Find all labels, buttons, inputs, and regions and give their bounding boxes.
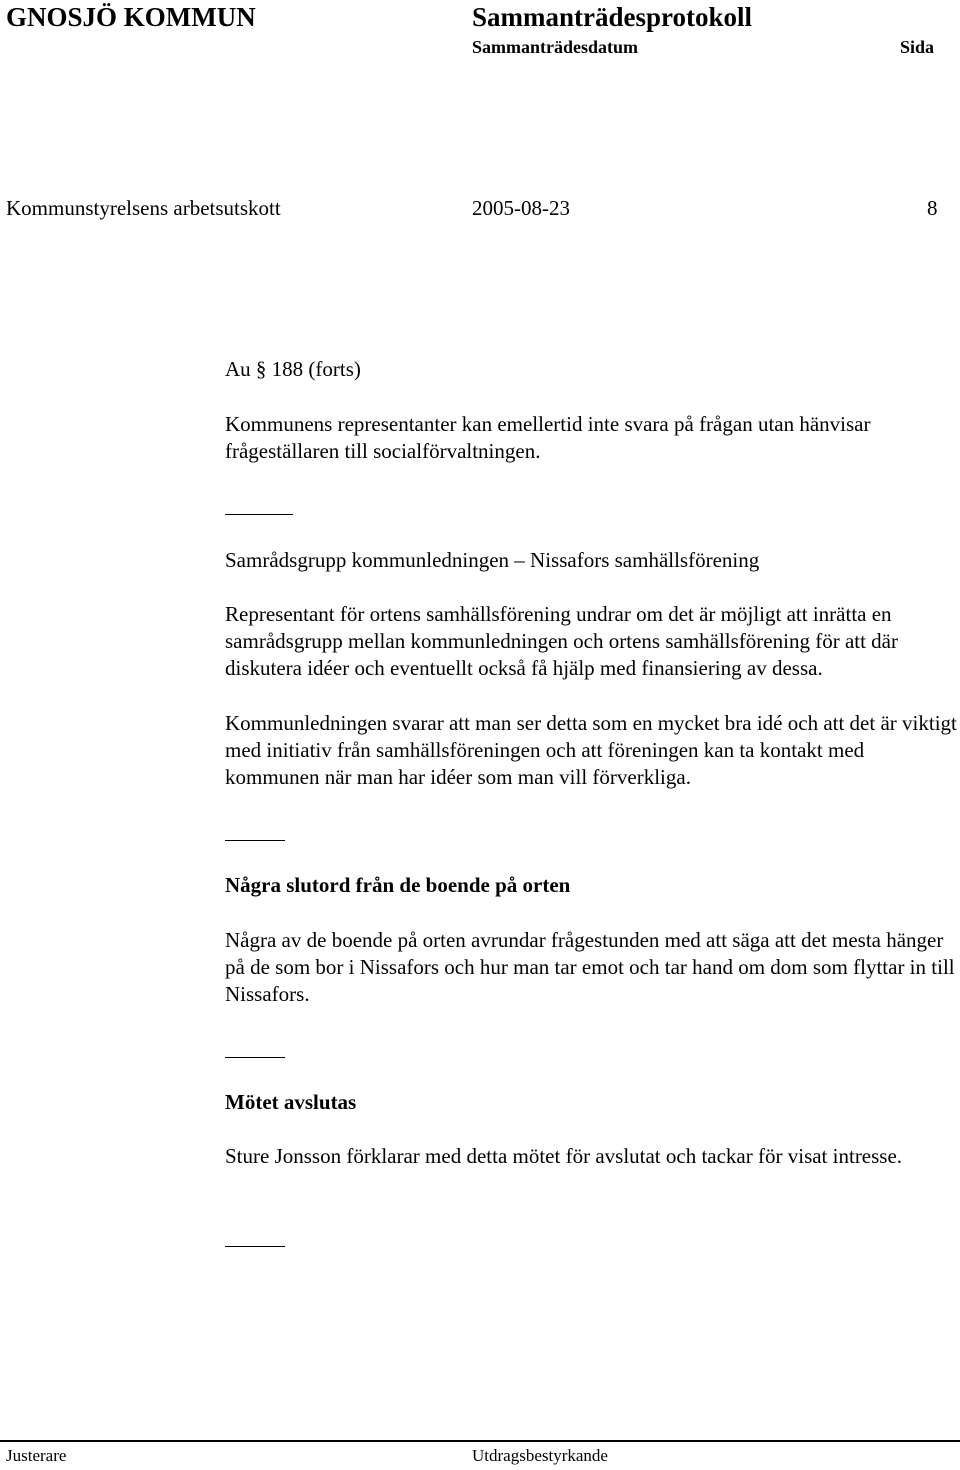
- page-label: Sida: [900, 37, 935, 57]
- separator-2: [225, 840, 285, 841]
- organization-name: GNOSJÖ KOMMUN: [6, 2, 256, 32]
- separator-4: [225, 1246, 285, 1247]
- meeting-date: 2005-08-23: [472, 196, 570, 220]
- separator-3: [225, 1057, 285, 1058]
- samradsgrupp-paragraph-2: Kommunledningen svarar att man ser detta som en mycket bra idé och att det är viktigt med initiativ från samhällsföreningen och att föreningen kan ta kontakt med kommunen när man har idéer som man vill förverkliga.: [225, 711, 957, 789]
- samradsgrupp-heading: Samrådsgrupp kommunledningen – Nissafors samhällsförening: [225, 548, 760, 572]
- footer-rule: [0, 1440, 960, 1442]
- committee-name: Kommunstyrelsens arbetsutskott: [6, 196, 281, 220]
- separator-1: [225, 514, 293, 515]
- page-number: 8: [927, 196, 938, 220]
- samradsgrupp-paragraph-1: Representant för ortens samhällsförening undrar om det är möjligt att inrätta en samrådsgrupp mellan kommunledningen och ortens samhällsförening för att där diskutera idéer och eventuellt också få hjälp med finansiering av dessa.: [225, 602, 898, 680]
- footer-utdragsbestyrkande: Utdragsbestyrkande: [472, 1446, 608, 1465]
- document-type: Sammanträdesprotokoll: [472, 2, 753, 32]
- footer-justerare: Justerare: [6, 1446, 67, 1465]
- date-label: Sammanträdesdatum: [472, 37, 639, 57]
- avslutas-paragraph: Sture Jonsson förklarar med detta mötet för avslutat och tackar för visat intresse.: [225, 1144, 903, 1168]
- slutord-heading: Några slutord från de boende på orten: [225, 873, 571, 897]
- avslutas-heading: Mötet avslutas: [225, 1090, 357, 1114]
- item-reference: Au § 188 (forts): [225, 357, 361, 381]
- slutord-paragraph: Några av de boende på orten avrundar frågestunden med att säga att det mesta hänger på de som bor i Nissafors och hur man tar emot och tar hand om dom som flyttar in till Nissafors.: [225, 928, 955, 1006]
- intro-paragraph: Kommunens representanter kan emellertid inte svara på frågan utan hänvisar frågeställaren till socialförvaltningen.: [225, 412, 871, 463]
